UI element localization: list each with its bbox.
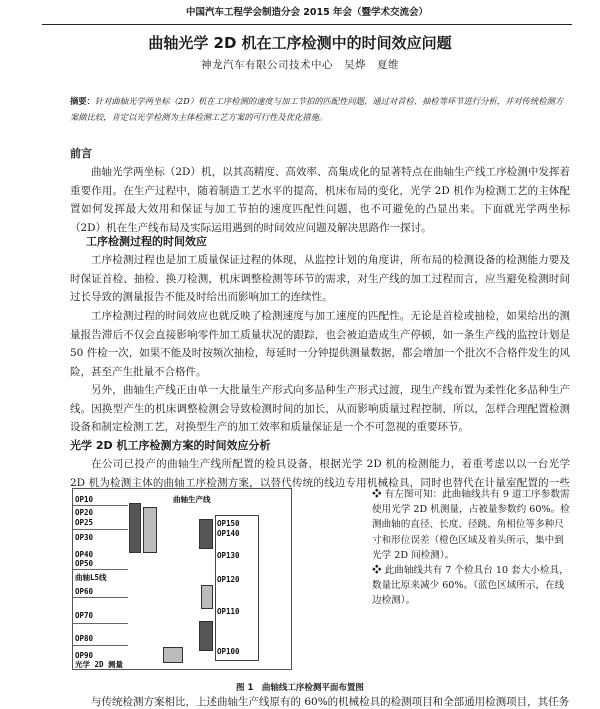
section-title-2d-analysis: 光学 2D 机工序检测方案的时间效应分析 bbox=[70, 439, 271, 452]
gauge-block bbox=[143, 507, 157, 553]
divider bbox=[73, 569, 128, 570]
gauge-block bbox=[163, 647, 183, 663]
divider bbox=[73, 623, 128, 624]
gauge-block bbox=[201, 585, 213, 609]
gauge-block bbox=[199, 621, 213, 651]
label-op90: OP90 bbox=[75, 651, 94, 660]
divider bbox=[73, 505, 128, 506]
section-title-time-effect: 工序检测过程的时间效应 bbox=[86, 235, 207, 248]
figure-note-1: ❖ 有左图可知：此曲轴线共有 9 道工序参数需使用光学 2D 机测量，占被量参数约 60%。检测曲轴的直径、长度、径跳、角相位等多种尺寸和形位误差（橙色区域及着头所示，集中到光学 2D 间检测）。 bbox=[372, 489, 570, 561]
label-op60: OP60 bbox=[75, 587, 94, 596]
bottom-paragraph: 与传统检测方案相比，上述曲轴生产线原有的 60%的机械检具的检测项目和全部通用检测项目，其任务 bbox=[91, 696, 570, 708]
label-op110: OP110 bbox=[217, 607, 240, 616]
label-op120: OP120 bbox=[217, 575, 240, 584]
analysis-paragraph: 在公司已投产的曲轴生产线所配置的检具设备，根据光学 2D 机的检测能力，着重考虑以以一台光学 2D 机为检测主体的曲轴工序检测方案，以替代传统的线边专用机械检具，同时也替代在计量室配置的一些 bbox=[70, 458, 570, 489]
paper-authors: 神龙汽车有限公司技术中心 吴烨 夏维 bbox=[201, 59, 399, 71]
label-op10: OP10 bbox=[75, 495, 94, 504]
label-op150: OP150 bbox=[217, 519, 240, 528]
divider bbox=[73, 529, 128, 530]
abstract bbox=[70, 93, 565, 125]
label-op25: OP25 bbox=[75, 518, 94, 527]
time-effect-paragraph-3: 另外，曲轴生产线正由单一大批量生产形式向多品种生产形式过渡，现生产线布置为柔性化多品种生产线。因换型产生的机床调整检测会导致检测时间的加长，从而影响质量过程控制，所以，怎样合理配置检测设备和制定检测工艺，对换型生产的加工效率和质量保证是一个不可忽视的重要环节。 bbox=[70, 384, 570, 433]
layout-figure bbox=[72, 488, 292, 670]
label-op30: OP30 bbox=[75, 533, 94, 542]
figure-note-2: ❖ 此曲轴线共有 7 个检具台 10 套大小检具，数量比原来减少 60%。（蓝色区域所示，在线边检测）。 bbox=[372, 565, 569, 607]
label-line-name: 曲轴L5线 bbox=[75, 573, 107, 582]
divider bbox=[73, 645, 128, 646]
label-op70: OP70 bbox=[75, 611, 94, 620]
label-op40: OP40 bbox=[75, 550, 94, 559]
abstract-label: 摘要： bbox=[70, 96, 95, 106]
section-title-preface: 前言 bbox=[70, 147, 92, 160]
figure-notes bbox=[372, 487, 570, 609]
running-header: 中国汽车工程学会制造分会 2015 年会（暨学术交流会） bbox=[42, 4, 572, 25]
figure-caption: 图 1 曲轴线工序检测平面布置图 bbox=[236, 683, 364, 693]
preface-paragraph: 曲轴光学两坐标（2D）机，以其高精度、高效率、高集成化的显著特点在曲轴生产线工序检测中发挥着重要作用。在生产过程中，随着制造工艺水平的提高，机床布局的变化，光学 2D 机作为检测工艺的主体配置如何发挥最大效用和保证与加工节拍的速度匹配性问题，也不可避免的凸显出来。下面就光学两坐标（2D）机在生产线布局及实际运用遇到的时间效应问题及解决思路作一探讨。 bbox=[70, 166, 570, 234]
divider bbox=[73, 597, 128, 598]
label-op50: OP50 bbox=[75, 559, 94, 568]
label-op20: OP20 bbox=[75, 508, 94, 517]
label-op100: OP100 bbox=[217, 647, 240, 656]
label-bottom: 光学 2D 测量 bbox=[75, 660, 124, 669]
label-op140: OP140 bbox=[217, 529, 240, 538]
label-op80: OP80 bbox=[75, 634, 94, 643]
gauge-block bbox=[199, 519, 213, 549]
abstract-text: 针对曲轴光学两坐标（2D）机在工序检测的速度与加工节拍的匹配性问题，通过对首检、抽检等环节进行分析，并对传统检测方案做比较，肯定以光学检测为主体检测工艺方案的可行性及优化措施。 bbox=[70, 96, 564, 122]
paper-title: 曲轴光学 2D 机在工序检测中的时间效应问题 bbox=[148, 34, 452, 52]
label-op130: OP130 bbox=[217, 551, 240, 560]
label-line-name-2: 曲轴生产线 bbox=[173, 495, 211, 504]
gauge-block bbox=[129, 503, 141, 553]
time-effect-paragraph-2: 工序检测过程的时间效应也就反映了检测速度与加工速度的匹配性。无论是首检或抽检，如果给出的测量报告滞后不仅会直接影响零件加工质量状况的跟踪，也会被迫造成生产停顿，如一条生产线的监控计划是 50 件检一次，如果不能及时按频次抽检，每延时一分钟提供测量数据，都会增加一个批次不合格件发生的风险，甚至产生批量不合格件。 bbox=[70, 310, 570, 378]
time-effect-paragraph-1: 工序检测过程也是加工质量保证过程的体现，从监控计划的角度讲，所布局的检测设备的检测能力要及时保证首检、抽检、换刀检测，机床调整检测等环节的需求，对生产线的加工过程而言，应当避免检测时间过长导致的测量报告不能及时给出而影响加工的连续性。 bbox=[70, 254, 570, 303]
